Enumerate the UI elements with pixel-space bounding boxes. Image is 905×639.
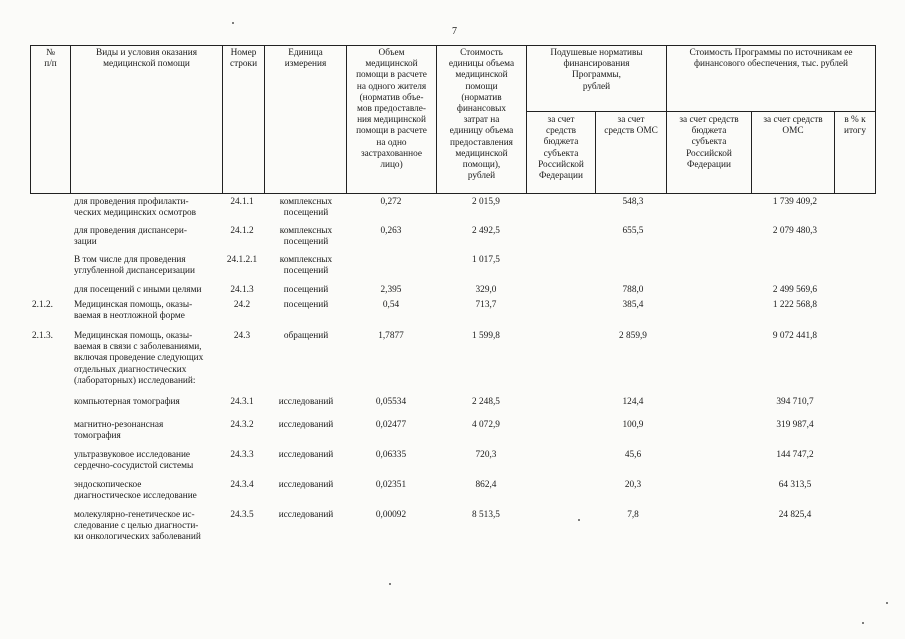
row-pc-oms: 548,3 xyxy=(622,197,644,207)
row-line: 24.3.4 xyxy=(230,480,254,490)
row-volume: 0,263 xyxy=(380,226,402,236)
row-name: молекулярно-генетическое ис- следование с целью диагности- ки онкологических заболеваний xyxy=(74,510,201,543)
row-volume: 1,7877 xyxy=(378,331,404,341)
row-cost: 2 248,5 xyxy=(472,397,500,407)
row-cost: 2 015,9 xyxy=(472,197,500,207)
row-volume: 0,272 xyxy=(380,197,402,207)
scan-speck xyxy=(886,602,888,604)
row-unit: исследований xyxy=(278,450,334,460)
scan-speck xyxy=(232,22,234,24)
header-program-budget: за счет средств бюджета субъекта Российской Федерации xyxy=(679,115,739,170)
header-cost: Стоимость единицы объема медицинской помощи (норматив финансовых затрат на единицу объема предоставления медицинской помощи), рублей xyxy=(448,48,515,182)
row-pr-oms: 1 739 409,2 xyxy=(772,197,818,207)
table-header xyxy=(30,45,876,195)
scan-speck xyxy=(578,519,580,521)
scan-speck xyxy=(862,622,864,624)
row-name: эндоскопическое диагностическое исследование xyxy=(74,480,197,502)
row-pc-oms: 124,4 xyxy=(622,397,644,407)
row-line: 24.2 xyxy=(233,300,251,310)
row-unit: исследований xyxy=(278,480,334,490)
row-line: 24.3.2 xyxy=(230,420,254,430)
row-line: 24.3 xyxy=(233,331,251,341)
row-name: Медицинская помощь, оказы- ваемая в неотложной форме xyxy=(74,300,193,322)
row-name: ультразвуковое исследование сердечно-сосудистой системы xyxy=(74,450,194,472)
row-name: Медицинская помощь, оказы- ваемая в связи с заболеваниями, включая проведение следующих отдельных диагностических (лабораторных) исследований: xyxy=(74,331,204,386)
row-cost: 1 017,5 xyxy=(472,255,500,265)
row-pr-oms: 24 825,4 xyxy=(778,510,812,520)
header-program-oms: за счет средств ОМС xyxy=(763,115,823,137)
row-pr-oms: 2 499 569,6 xyxy=(772,285,818,295)
row-line: 24.1.2.1 xyxy=(226,255,258,265)
row-cost: 713,7 xyxy=(475,300,497,310)
row-pc-oms: 2 859,9 xyxy=(619,331,647,341)
row-line: 24.1.2 xyxy=(230,226,254,236)
header-kind: Виды и условия оказания медицинской помощи xyxy=(96,48,197,70)
header-program-cost: Стоимость Программы по источникам ее финансового обеспечения, тыс. рублей xyxy=(689,48,853,70)
row-volume: 0,06335 xyxy=(375,450,407,460)
header-per-capita-oms: за счет средств ОМС xyxy=(604,115,658,137)
row-pr-oms: 319 987,4 xyxy=(776,420,814,430)
row-pr-oms: 64 313,5 xyxy=(778,480,812,490)
row-unit: обращений xyxy=(283,331,329,341)
row-volume: 0,02351 xyxy=(375,480,407,490)
row-pc-oms: 655,5 xyxy=(622,226,644,236)
row-name: для посещений с иными целями xyxy=(74,285,202,295)
row-pr-oms: 394 710,7 xyxy=(776,397,814,407)
row-volume: 0,54 xyxy=(382,300,400,310)
row-volume: 0,02477 xyxy=(375,420,407,430)
row-line: 24.3.5 xyxy=(230,510,254,520)
row-num: 2.1.3. xyxy=(32,331,53,341)
header-line-no: Номер строки xyxy=(229,48,258,70)
row-name: для проведения диспансери- зации xyxy=(74,226,187,248)
row-name: В том числе для проведения углубленной диспансеризации xyxy=(74,255,195,277)
row-unit: исследований xyxy=(278,397,334,407)
row-unit: посещений xyxy=(283,285,329,295)
header-per-capita: Подушевые нормативы финансирования Программы, рублей xyxy=(550,48,643,92)
row-pr-oms: 2 079 480,3 xyxy=(772,226,818,236)
row-unit: посещений xyxy=(283,300,329,310)
row-pr-oms: 144 747,2 xyxy=(776,450,814,460)
header-volume: Объем медицинской помощи в расчете на одного жителя (норматив объе- мов предоставле- ния медицинской помощи в расчете на одно застрахованное лицо) xyxy=(356,48,427,171)
row-unit: исследований xyxy=(278,510,334,520)
row-unit: исследований xyxy=(278,420,334,430)
row-line: 24.3.3 xyxy=(230,450,254,460)
page-number: 7 xyxy=(452,26,457,37)
row-volume: 0,05534 xyxy=(375,397,407,407)
row-name: магнитно-резонансная томография xyxy=(74,420,164,442)
row-pc-oms: 385,4 xyxy=(622,300,644,310)
header-num: № п/п xyxy=(44,48,57,70)
row-pr-oms: 1 222 568,8 xyxy=(772,300,818,310)
row-volume: 2,395 xyxy=(380,285,402,295)
row-cost: 329,0 xyxy=(475,285,497,295)
header-program-pct: в % к итогу xyxy=(843,115,867,137)
header-per-capita-budget: за счет средств бюджета субъекта Российской Федерации xyxy=(538,115,584,182)
header-unit: Единица измерения xyxy=(284,48,327,70)
row-pc-oms: 788,0 xyxy=(622,285,644,295)
row-pc-oms: 45,6 xyxy=(624,450,642,460)
row-pr-oms: 9 072 441,8 xyxy=(772,331,818,341)
row-num: 2.1.2. xyxy=(32,300,53,310)
scan-speck xyxy=(389,583,391,585)
row-cost: 720,3 xyxy=(475,450,497,460)
row-line: 24.1.1 xyxy=(230,197,254,207)
row-line: 24.1.3 xyxy=(230,285,254,295)
row-cost: 1 599,8 xyxy=(472,331,500,341)
row-cost: 2 492,5 xyxy=(472,226,500,236)
row-pc-oms: 20,3 xyxy=(624,480,642,490)
row-unit: комплексных посещений xyxy=(279,255,333,277)
row-unit: комплексных посещений xyxy=(279,197,333,219)
row-unit: комплексных посещений xyxy=(279,226,333,248)
row-cost: 8 513,5 xyxy=(472,510,500,520)
row-name: компьютерная томография xyxy=(74,397,180,407)
row-cost: 862,4 xyxy=(475,480,497,490)
row-name: для проведения профилакти- ческих медицинских осмотров xyxy=(74,197,197,219)
row-pc-oms: 100,9 xyxy=(622,420,644,430)
row-cost: 4 072,9 xyxy=(472,420,500,430)
row-pc-oms: 7,8 xyxy=(627,510,639,520)
row-line: 24.3.1 xyxy=(230,397,254,407)
row-volume: 0,00092 xyxy=(375,510,407,520)
